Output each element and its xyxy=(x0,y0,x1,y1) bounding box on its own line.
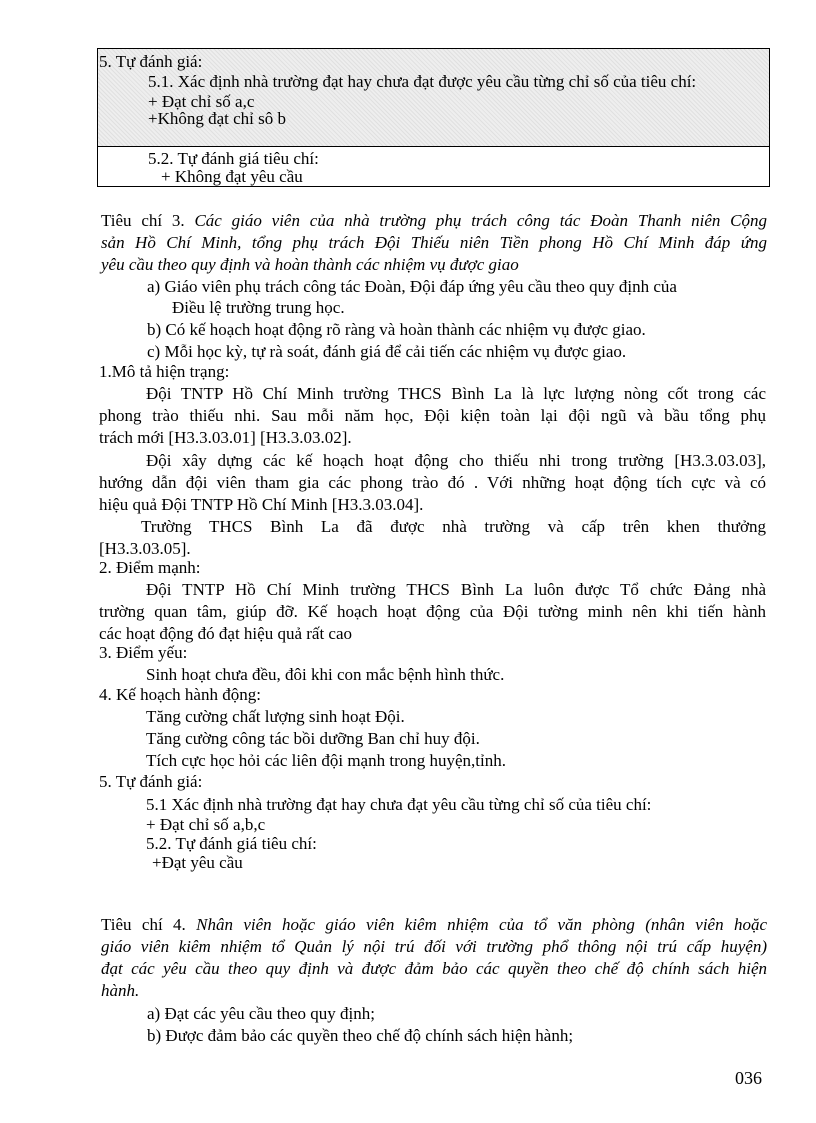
section-heading: 5. Tự đánh giá: xyxy=(99,772,203,791)
indicator-a-cont: Điều lệ trường trung học. xyxy=(172,298,345,317)
plan-item: Tăng cường công tác bồi dưỡng Ban chỉ huy đội. xyxy=(146,729,480,748)
paragraph xyxy=(99,601,766,622)
indicator-c: c) Mỗi học kỳ, tự rà soát, đánh giá để cải tiến các nhiệm vụ được giao. xyxy=(147,342,627,361)
criterion-title-text: hành. xyxy=(101,981,140,1000)
paragraph-line: hướng dẫn đội viên tham gia các phong trào đó . Với những hoạt động tích cực và có xyxy=(99,473,766,492)
indicator-b: b) Được đảm bảo các quyền theo chế độ chính sách hiện hành; xyxy=(147,1026,574,1045)
criterion-label: Tiêu chí 4. xyxy=(101,915,186,934)
section-heading: 3. Điểm yếu: xyxy=(99,643,188,662)
criterion-title-text: sản Hồ Chí Minh, tổng phụ trách Đội Thiếu niên Tiền phong Hồ Chí Minh đáp ứng xyxy=(101,233,767,252)
paragraph-line: phong trào thiếu nhi. Sau mỗi năm học, Đội kiện toàn lại đội ngũ và bầu tổng phụ xyxy=(99,406,766,425)
paragraph-line: Đội TNTP Hồ Chí Minh trường THCS Bình La luôn được Tổ chức Đảng nhà xyxy=(146,580,766,599)
section-heading: 2. Điểm mạnh: xyxy=(99,558,201,577)
self-assessment-box xyxy=(97,48,770,147)
box-item: +Không đạt chỉ sô b xyxy=(148,109,287,128)
paragraph-line: các hoạt động đó đạt hiệu quả rất cao xyxy=(99,624,353,643)
paragraph xyxy=(99,405,766,426)
paragraph xyxy=(146,579,766,600)
criterion-title-text: giáo viên kiêm nhiệm tổ Quản lý nội trú đối với trường phổ thông nội trú cấp huyện) xyxy=(101,937,767,956)
paragraph-line: [H3.3.03.05]. xyxy=(99,539,191,558)
paragraph-line: Đội TNTP Hồ Chí Minh trường THCS Bình La là lực lượng nòng cốt trong các xyxy=(146,384,766,403)
indicator-a: a) Đạt các yêu cầu theo quy định; xyxy=(147,1004,375,1023)
paragraph-line: trường quan tâm, giúp đỡ. Kế hoạch hoạt động của Đội tường minh nên khi tiến hành xyxy=(99,602,766,621)
box-subheading: 5.1. Xác định nhà trường đạt hay chưa đạt được yêu cầu từng chỉ số của tiêu chí: xyxy=(148,72,697,91)
paragraph-line: hiệu quả Đội TNTP Hồ Chí Minh [H3.3.03.04]. xyxy=(99,495,424,514)
box-item: + Không đạt yêu cầu xyxy=(161,167,303,186)
paragraph xyxy=(146,383,766,404)
criterion-4-title xyxy=(101,958,767,979)
assessment-line: + Đạt chỉ số a,b,c xyxy=(146,815,266,834)
criterion-title-text: Các giáo viên của nhà trường phụ trách công tác Đoàn Thanh niên Cộng xyxy=(194,211,768,230)
criterion-4-title xyxy=(101,914,767,935)
paragraph xyxy=(99,472,766,493)
page-number: 036 xyxy=(735,1068,762,1088)
criterion-label: Tiêu chí 3. xyxy=(101,211,185,230)
assessment-line: 5.2. Tự đánh giá tiêu chí: xyxy=(146,834,317,853)
plan-item: Tăng cường chất lượng sinh hoạt Đội. xyxy=(146,707,405,726)
criterion-assessment-box xyxy=(97,146,770,187)
criterion-title-text: yêu cầu theo quy định và hoàn thành các nhiệm vụ được giao xyxy=(101,255,519,274)
indicator-b: b) Có kế hoạch hoạt động rõ ràng và hoàn thành các nhiệm vụ được giao. xyxy=(147,320,646,339)
paragraph-line: trách mới [H3.3.03.01] [H3.3.03.02]. xyxy=(99,428,352,447)
box-heading: 5. Tự đánh giá: xyxy=(99,52,203,71)
section-heading: 1.Mô tả hiện trạng: xyxy=(99,362,230,381)
assessment-line: 5.1 Xác định nhà trường đạt hay chưa đạt yêu cầu từng chỉ số của tiêu chí: xyxy=(146,795,652,814)
assessment-line: +Đạt yêu cầu xyxy=(152,853,243,872)
indicator-a: a) Giáo viên phụ trách công tác Đoàn, Đội đáp ứng yêu cầu theo quy định của xyxy=(147,277,677,296)
paragraph xyxy=(146,450,766,471)
criterion-title-text: đạt các yêu cầu theo quy định và được đảm bảo các quyền theo chế độ chính sách hiện xyxy=(101,959,767,978)
paragraph-line: Đội xây dựng các kế hoạch hoạt động cho thiếu nhi trong trường [H3.3.03.03], xyxy=(146,451,766,470)
section-heading: 4. Kế hoạch hành động: xyxy=(99,685,261,704)
plan-item: Tích cực học hỏi các liên đội mạnh trong huyện,tỉnh. xyxy=(146,751,506,770)
criterion-4-title xyxy=(101,980,139,1001)
criterion-3-title xyxy=(101,232,767,253)
criterion-4-title xyxy=(101,936,767,957)
box-item: + Đạt chỉ số a,c xyxy=(148,92,255,111)
paragraph-line: Sinh hoạt chưa đều, đôi khi con mắc bệnh hình thức. xyxy=(146,665,505,684)
criterion-3-title xyxy=(101,254,519,275)
box-subheading: 5.2. Tự đánh giá tiêu chí: xyxy=(148,149,319,168)
criterion-3-title xyxy=(101,210,767,231)
paragraph xyxy=(141,516,766,537)
criterion-title-text: Nhân viên hoặc giáo viên kiêm nhiệm của tổ văn phòng (nhân viên hoặc xyxy=(196,915,767,934)
paragraph-line: Trường THCS Bình La đã được nhà trường và cấp trên khen thưởng xyxy=(141,517,766,536)
